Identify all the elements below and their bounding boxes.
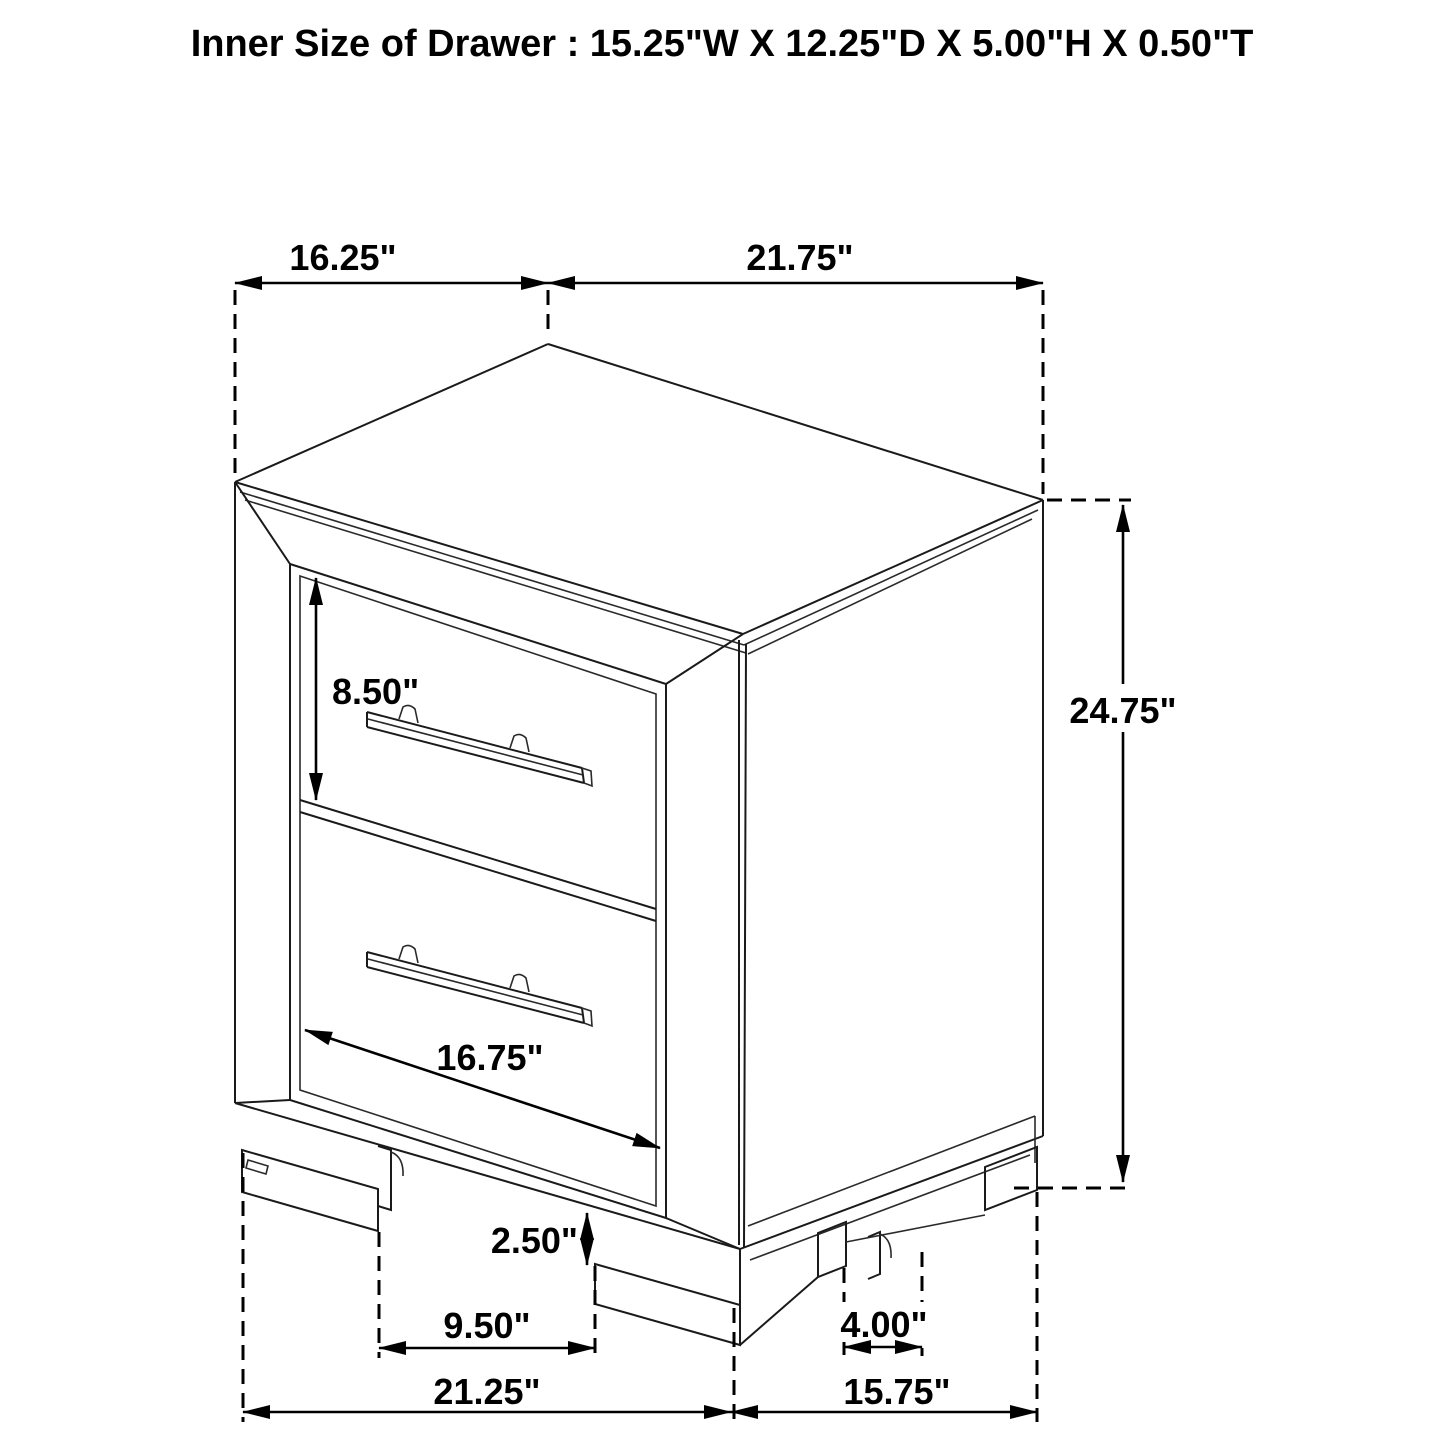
nightstand-outline	[235, 344, 1043, 1345]
dim-front-leg-gap	[379, 1305, 595, 1348]
dim-side-leg-gap	[838, 1302, 934, 1347]
dim-top-width	[235, 237, 548, 283]
dim-base-depth-label: 15.75"	[843, 1371, 951, 1412]
top-drawer-handle	[367, 705, 592, 786]
dim-overall-height	[1058, 505, 1188, 1182]
dim-base-width	[243, 1371, 731, 1412]
dim-overall-height-label: 24.75"	[1069, 690, 1177, 731]
dim-base-depth	[731, 1371, 1037, 1412]
drawing-title: Inner Size of Drawer : 15.25"W X 12.25"D X 5.00"H X 0.50"T	[190, 23, 1254, 65]
dim-drawer-height	[316, 578, 419, 800]
dim-drawer-width-label: 16.75"	[436, 1037, 544, 1078]
dim-drawer-height-label: 8.50"	[332, 671, 420, 712]
dim-plinth-height-label: 2.50"	[490, 1220, 578, 1261]
dim-top-depth-label: 21.75"	[746, 237, 854, 278]
dim-top-width-label: 16.25"	[289, 237, 397, 278]
dim-base-width-label: 21.25"	[433, 1371, 541, 1412]
bottom-drawer-handle	[367, 945, 592, 1026]
dim-top-depth	[548, 237, 1043, 283]
dim-plinth-height	[491, 1213, 587, 1265]
extension-lines	[235, 290, 1131, 1422]
dim-side-leg-gap-label: 4.00"	[840, 1304, 928, 1345]
dim-drawer-width	[305, 1030, 660, 1148]
dim-front-leg-gap-label: 9.50"	[443, 1305, 531, 1346]
